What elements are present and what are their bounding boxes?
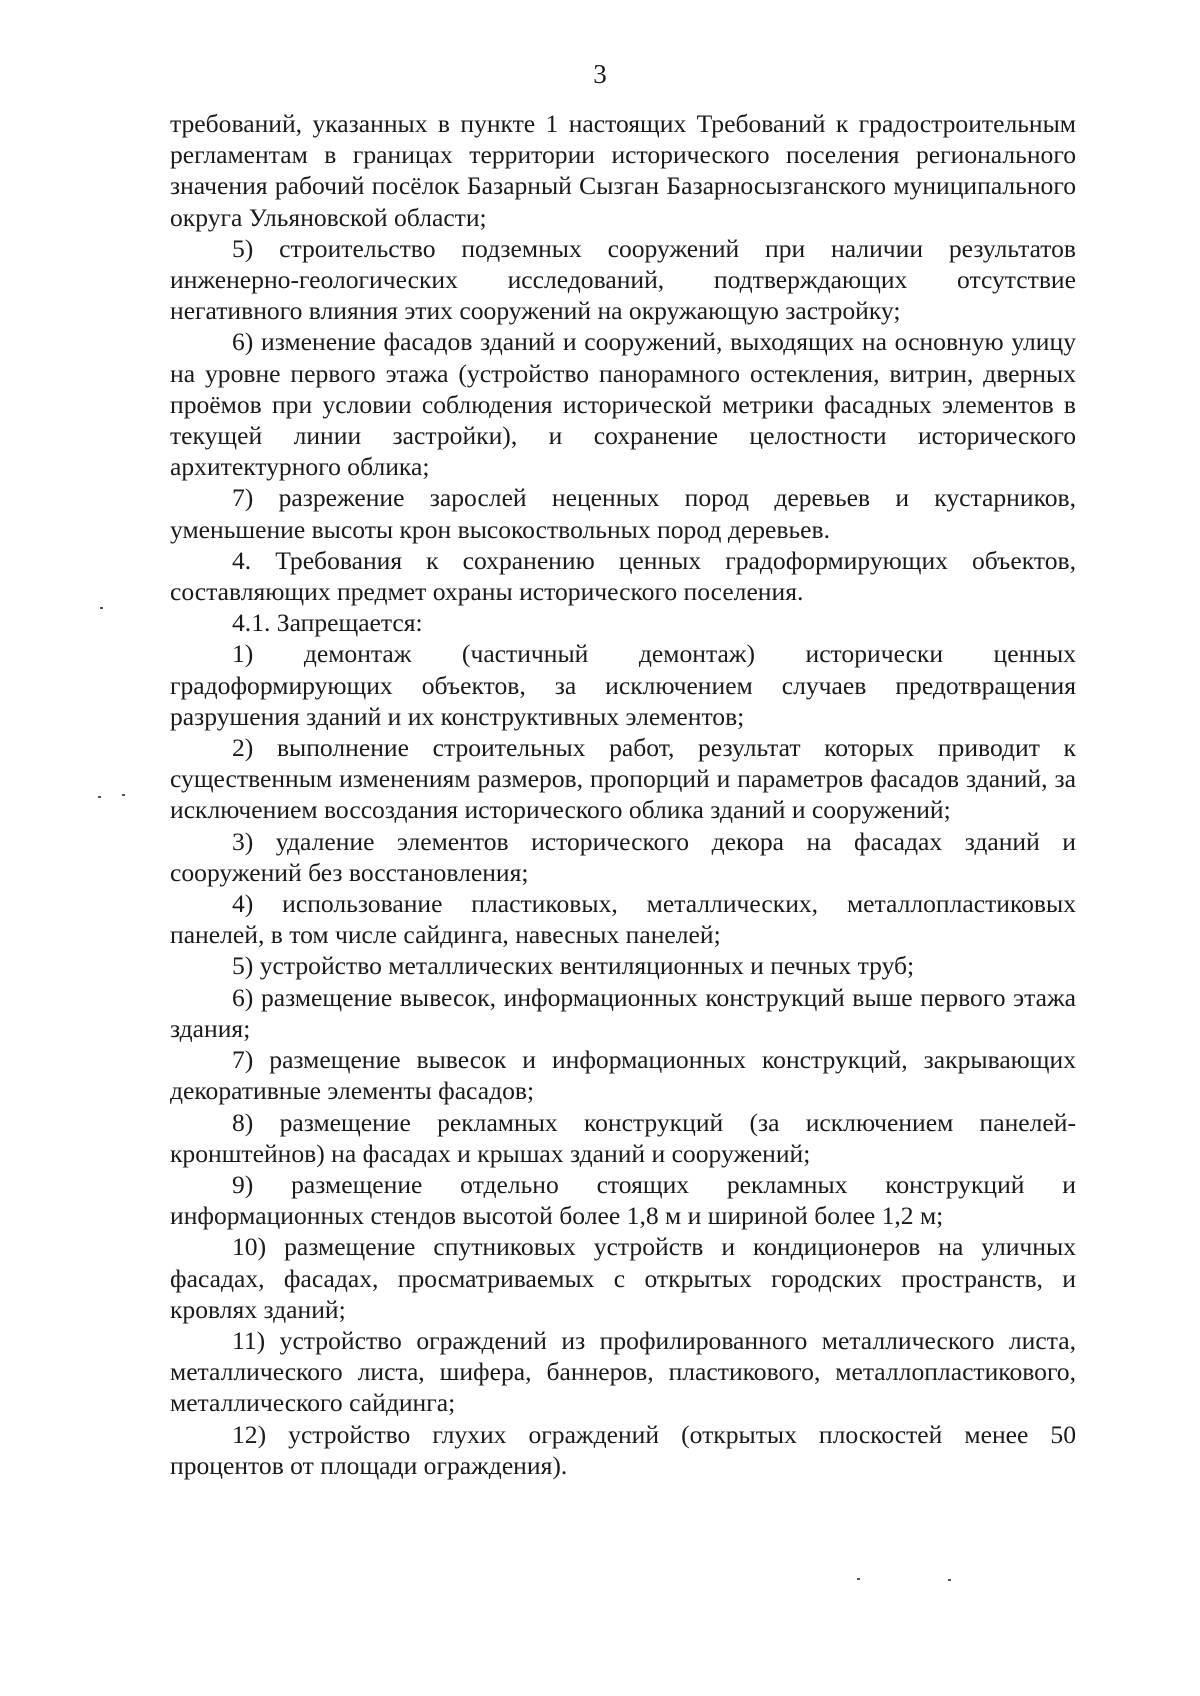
prohibition-item-7: 7) размещение вывесок и информационных конструкций, закрывающих декоративные элементы фасадов;: [170, 1045, 1076, 1106]
section-heading-4: 4. Требования к сохранению ценных градоформирующих объектов, составляющих предмет охраны исторического поселения.: [170, 545, 1076, 607]
prohibition-item-6: 6) размещение вывесок, информационных конструкций выше первого этажа здания;: [170, 982, 1076, 1043]
scan-artifact: [100, 607, 103, 609]
paragraph-item-5: 5) строительство подземных сооружений при наличии результатов инженерно-геологических исследований, подтверждающих отсутствие негативного влияния этих сооружений на окружающую застройку;: [170, 233, 1076, 326]
prohibition-item-1: 1) демонтаж (частичный демонтаж) исторически ценных градоформирующих объектов, за исключением случаев предотвращения разрушения зданий и их конструктивных элементов;: [170, 639, 1076, 731]
document-body: [170, 108, 1076, 1481]
scan-artifact: [122, 794, 125, 796]
prohibition-item-3: 3) удаление элементов исторического декора на фасадах зданий и сооружений без восстановления;: [170, 826, 1076, 887]
prohibition-item-11: 11) устройство ограждений из профилированного металлического листа, металлического листа, шифера, баннеров, пластикового, металлопластикового, металлического сайдинга;: [170, 1325, 1076, 1418]
subsection-heading-4-1: 4.1. Запрещается:: [232, 608, 423, 638]
prohibition-item-5: 5) устройство металлических вентиляционных и печных труб;: [232, 951, 915, 981]
scan-artifact: [857, 1578, 860, 1580]
paragraph-item-7: 7) разрежение зарослей неценных пород деревьев и кустарников, уменьшение высоты крон высокоствольных пород деревьев.: [170, 483, 1076, 544]
prohibition-item-4: 4) использование пластиковых, металлических, металлопластиковых панелей, в том числе сайдинга, навесных панелей;: [170, 889, 1076, 950]
prohibition-item-12: 12) устройство глухих ограждений (открытых плоскостей менее 50 процентов от площади ограждения).: [170, 1419, 1076, 1480]
scan-artifact: [948, 1579, 951, 1581]
prohibition-item-2: 2) выполнение строительных работ, результат которых приводит к существенным изменениям размеров, пропорций и параметров фасадов зданий, за исключением воссоздания исторического облика зданий и сооружений;: [170, 733, 1076, 825]
prohibition-item-8: 8) размещение рекламных конструкций (за исключением панелей-кронштейнов) на фасадах и крышах зданий и сооружений;: [170, 1107, 1076, 1168]
page-number: 3: [593, 59, 607, 89]
prohibition-item-10: 10) размещение спутниковых устройств и кондиционеров на уличных фасадах, фасадах, просматриваемых с открытых городских пространств, и кровлях зданий;: [170, 1232, 1076, 1324]
prohibition-item-9: 9) размещение отдельно стоящих рекламных конструкций и информационных стендов высотой более 1,8 м и шириной более 1,2 м;: [170, 1169, 1076, 1231]
scan-artifact: [98, 796, 101, 798]
paragraph-continuation: требований, указанных в пункте 1 настоящих Требований к градостроительным регламентам в границах территории исторического поселения регионального значения рабочий посёлок Базарный Сызган Базарносызганского муниципального округа Ульяновской области;: [170, 109, 1076, 232]
paragraph-item-6: 6) изменение фасадов зданий и сооружений, выходящих на основную улицу на уровне первого этажа (устройство панорамного остекления, витрин, дверных проёмов при условии соблюдения исторической метрики фасадных элементов в текущей линии застройки), и сохранение целостности исторического архитектурного облика;: [170, 327, 1076, 482]
